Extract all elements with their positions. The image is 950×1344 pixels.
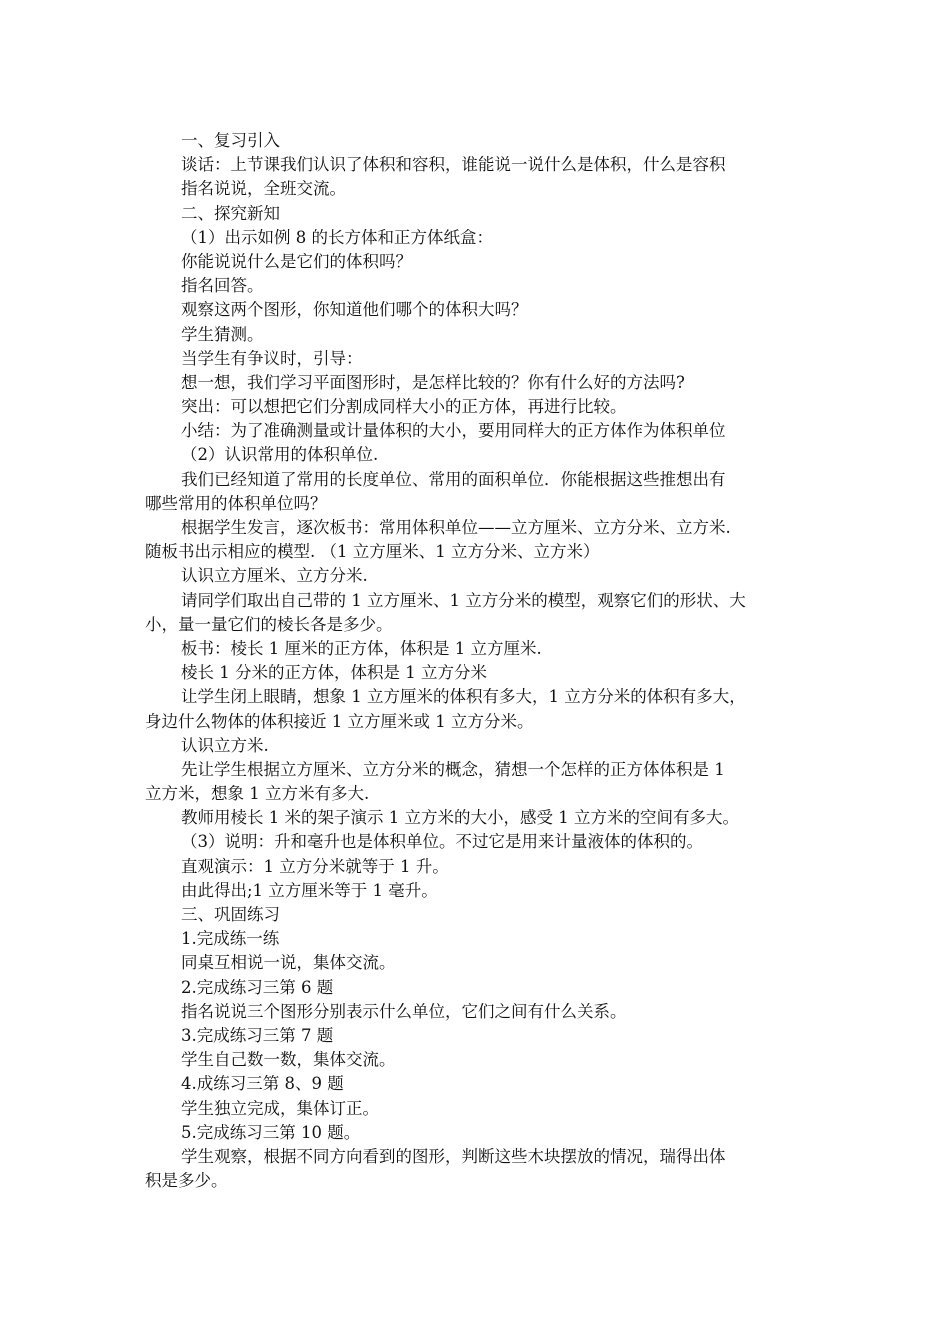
document-line: 认识立方米. [181,735,269,755]
document-line: 我们已经知道了常用的长度单位、常用的面积单位．你能根据这些推想出有 [181,469,726,489]
document-line: 一、复习引入 [181,131,280,150]
document-line: 根据学生发言，逐次板书：常用体积单位——立方厘米、立方分米、立方米. [181,518,731,537]
document-line: 直观演示：1 立方分米就等于 1 升。 [181,856,449,876]
document-line: 让学生闭上眼睛，想象 1 立方厘米的体积有多大，1 立方分米的体积有多大， [181,687,746,707]
document-line: 学生猜测。 [181,324,264,344]
document-line: 3.完成练习三第 7 题 [181,1025,334,1045]
document-line: 5.完成练习三第 10 题。 [181,1122,361,1142]
document-line: 4.成练习三第 8、9 题 [181,1074,344,1094]
document-line: 积是多少。 [145,1171,228,1191]
document-line: 立方米，想象 1 立方米有多大. [145,784,370,804]
document-line: 教师用棱长 1 米的架子演示 1 立方米的大小，感受 1 立方米的空间有多大。 [181,808,739,828]
document-line: 观察这两个图形，你知道他们哪个的体积大吗？ [181,300,528,320]
document-line: 想一想，我们学习平面图形时，是怎样比较的？你有什么好的方法吗? [181,372,685,392]
document-line: 由此得出;1 立方厘米等于 1 毫升。 [181,880,438,900]
document-line: 学生自己数一数，集体交流。 [181,1050,396,1070]
document-line: 哪些常用的体积单位吗？ [145,493,327,513]
document-line: 先让学生根据立方厘米、立方分米的概念，猜想一个怎样的正方体体积是 1 [181,759,725,779]
document-line: 你能说说什么是它们的体积吗？ [181,251,412,271]
document-line: 2.完成练习三第 6 题 [181,977,334,997]
document-line: 板书：棱长 1 厘米的正方体，体积是 1 立方厘米. [181,638,542,658]
document-line: 谈话：上节课我们认识了体积和容积，谁能说一说什么是体积，什么是容积 [181,155,726,175]
document-line: 指名说说三个图形分别表示什么单位，它们之间有什么关系。 [181,1001,627,1021]
document-line: 请同学们取出自己带的 1 立方厘米、1 立方分米的模型，观察它们的形状、大 [181,590,746,610]
document-line: 棱长 1 分米的正方体，体积是 1 立方分米 [181,663,487,683]
document-line: 学生观察，根据不同方向看到的图形，判断这些木块摆放的情况，瑞得出体 [181,1146,726,1166]
document-line: 指名回答。 [181,276,264,296]
document-line: 学生独立完成，集体订正。 [181,1098,379,1118]
document-line: 三、巩固练习 [181,905,280,924]
document-line: （2）认识常用的体积单位. [181,445,379,465]
document-line: （3）说明：升和毫升也是体积单位。不过它是用来计量液体的体积的。 [181,832,703,852]
document-line: 随板书出示相应的模型. （1 立方厘米、1 立方分米、立方米） [145,542,600,562]
document-line: 突出：可以想把它们分割成同样大小的正方体，再进行比较。 [181,397,627,417]
document-line: 认识立方厘米、立方分米. [181,566,368,586]
document-line: 同桌互相说一说，集体交流。 [181,953,396,973]
document-line: 1.完成练一练 [181,929,280,949]
document-line: 当学生有争议时，引导： [181,348,363,368]
document-line: 小，量一量它们的棱长各是多少。 [145,614,393,634]
document-line: 身边什么物体的体积接近 1 立方厘米或 1 立方分米。 [145,711,534,731]
document-line: 小结：为了准确测量或计量体积的大小，要用同样大的正方体作为体积单位 [181,421,726,441]
document-body [145,129,810,1193]
document-line: 二、探究新知 [181,203,280,223]
document-line: （1）出示如例 8 的长方体和正方体纸盒： [181,227,493,247]
document-line: 指名说说，全班交流。 [181,179,346,199]
